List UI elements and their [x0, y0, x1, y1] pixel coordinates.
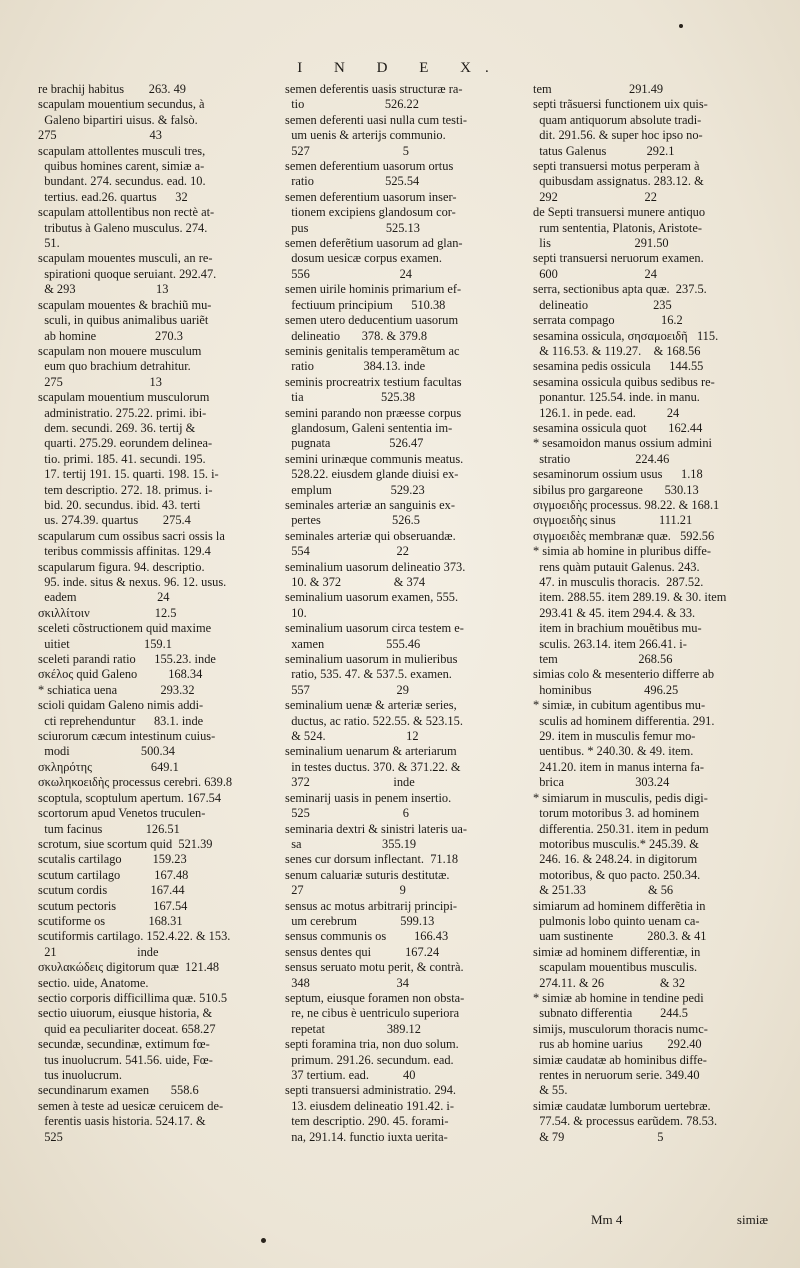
index-entry-line: sceleti cõstructionem quid maxime: [38, 621, 212, 636]
index-entry-line: sibilus pro gargareone 530.13: [533, 482, 699, 497]
index-entry-line: quid ea peculiariter doceat. 658.27: [38, 1021, 216, 1036]
index-entry-line: scutum cartilago 167.48: [38, 867, 189, 882]
index-entry-line: 241.20. item in manus interna fa-: [533, 759, 705, 774]
index-column-2: [285, 82, 517, 1145]
index-entry-line: sensus dentes qui 167.24: [285, 944, 440, 959]
index-entry-line: scutiforme os 168.31: [38, 913, 183, 928]
index-entry-line: eadem 24: [38, 590, 170, 605]
index-entry-line: tus inuolucrum.: [38, 1068, 122, 1082]
index-entry-line: seminales arteriæ qui obseruandæ.: [285, 528, 456, 543]
index-entry-line: seminis genitalis temperamẽtum ac: [285, 343, 460, 358]
index-entry-line: tem descriptio. 290. 45. forami-: [285, 1114, 449, 1129]
index-entry-line: sectio corporis difficillima quæ. 510.5: [38, 990, 228, 1005]
index-entry-line: scoptula, scoptulum apertum. 167.54: [38, 790, 222, 805]
index-entry-line: bid. 20. secundus. ibid. 43. terti: [38, 497, 201, 512]
index-entry-line: sculi, in quibus animalibus uariẽt: [38, 313, 209, 328]
page-header: I N D E X.: [297, 60, 503, 76]
index-entry-line: semen deferentium uasorum ortus: [285, 159, 454, 174]
index-entry-line: seminalium uasorum circa testem e-: [285, 621, 464, 636]
index-entry-line: lis 291.50: [533, 236, 669, 251]
index-entry-line: pulmonis lobo quinto uenam ca-: [533, 913, 700, 928]
index-entry-line: hominibus 496.25: [533, 682, 679, 697]
index-entry-line: um cerebrum 599.13: [285, 913, 435, 928]
index-entry-line: 275 13: [38, 374, 162, 389]
index-entry-line: septi transuersi neruorum examen.: [533, 251, 704, 266]
index-entry-line: quam antiquorum absolute tradi-: [533, 112, 702, 127]
index-entry-line: quibus homines carent, simiæ a-: [38, 159, 205, 174]
index-entry-line: subnato differentia 244.5: [533, 1006, 688, 1021]
index-entry-line: motoribus, & quo pacto. 250.34.: [533, 867, 701, 882]
index-entry-line: dit. 291.56. & super hoc ipso no-: [533, 128, 703, 143]
index-entry-line: bundant. 274. secundus. ead. 10.: [38, 174, 206, 189]
index-entry-line: 527 5: [285, 143, 409, 158]
index-entry-line: 525: [38, 1129, 63, 1144]
index-entry-line: 274.11. & 26 & 32: [533, 975, 686, 990]
index-entry-line: scapulam mouentes & brachiũ mu-: [38, 297, 212, 312]
index-entry-line: serrata compago 16.2: [533, 313, 683, 328]
index-entry-line: tio 526.22: [285, 97, 419, 112]
index-entry-line: seminalium uenarum & arteriarum: [285, 744, 457, 759]
index-entry-line: scapulam attollentibus non rectè at-: [38, 205, 215, 220]
index-entry-line: repetat 389.12: [285, 1021, 421, 1036]
index-entry-line: scutum cordis 167.44: [38, 883, 185, 898]
index-entry-line: simijs, musculorum thoracis numc-: [533, 1021, 708, 1036]
index-entry-line: re, ne cibus è uentriculo superiora: [285, 1006, 460, 1021]
index-entry-line: tum facinus 126.51: [38, 821, 180, 836]
index-entry-line: seminales arteriæ an sanguinis ex-: [285, 497, 455, 512]
index-entry-line: semini urinæque communis meatus.: [285, 451, 464, 466]
index-entry-line: uam sustinente 280.3. & 41: [533, 929, 707, 944]
index-entry-line: 37 tertium. ead. 40: [285, 1068, 416, 1082]
index-entry-line: sa 355.19: [285, 836, 417, 851]
index-entry-line: scapularum cum ossibus sacri ossis la: [38, 528, 225, 543]
index-entry-line: scapulam non mouere musculum: [38, 343, 202, 358]
index-entry-line: 557 29: [285, 682, 409, 697]
index-entry-line: eum quo brachium detrahitur.: [38, 359, 191, 374]
index-entry-line: 126.1. in pede. ead. 24: [533, 405, 680, 420]
index-entry-line: σκληρότης 649.1: [38, 759, 179, 774]
index-entry-line: brica 303.24: [533, 775, 670, 790]
index-entry-line: rentes in neruorum serie. 349.40: [533, 1068, 700, 1082]
index-entry-line: dosum uesicæ corpus examen.: [285, 251, 442, 266]
index-entry-line: 21 inde: [38, 944, 159, 959]
index-entry-line: de Septi transuersi munere antiquo: [533, 205, 706, 220]
index-entry-line: secundæ, secundinæ, extimum fœ-: [38, 1037, 210, 1052]
index-entry-line: item. 288.55. item 289.19. & 30. item: [533, 590, 727, 605]
index-entry-line: σιγμοειδὲς membranæ quæ. 592.56: [533, 528, 715, 543]
index-entry-line: 13. eiusdem delineatio 191.42. i-: [285, 1098, 454, 1113]
index-entry-line: sesaminorum ossium usus 1.18: [533, 467, 703, 482]
index-entry-line: delineatio 378. & 379.8: [285, 328, 428, 343]
catchword: simiæ: [736, 1212, 768, 1227]
index-entry-line: σιγμοειδὴς sinus 111.21: [533, 513, 693, 528]
index-entry-line: serra, sectionibus apta quæ. 237.5.: [533, 282, 707, 297]
ink-dot: [261, 1238, 266, 1243]
index-entry-line: in testes ductus. 370. & 371.22. &: [285, 759, 461, 774]
index-entry-line: simiæ caudatæ ab hominibus diffe-: [533, 1052, 707, 1067]
index-entry-line: dem. secundi. 269. 36. tertij &: [38, 420, 196, 435]
index-entry-line: ratio, 535. 47. & 537.5. examen.: [285, 667, 452, 682]
index-entry-line: rus ab homine uarius 292.40: [533, 1037, 702, 1052]
index-entry-line: seminaria dextri & sinistri lateris ua-: [285, 821, 468, 836]
index-entry-line: ab homine 270.3: [38, 328, 183, 343]
index-entry-line: semini parando non præesse corpus: [285, 405, 462, 420]
index-entry-line: semen deferentis uasis structuræ ra-: [285, 82, 463, 96]
index-entry-line: 10.: [285, 605, 307, 620]
index-entry-line: rens quàm putauit Galenus. 243.: [533, 559, 700, 574]
index-entry-line: 348 34: [285, 975, 409, 990]
index-entry-line: 293.41 & 45. item 294.4. & 33.: [533, 605, 696, 620]
index-entry-line: 29. item in musculis femur mo-: [533, 729, 696, 744]
index-entry-line: spirationi quoque seruiant. 292.47.: [38, 266, 217, 281]
index-entry-line: ferentis uasis historia. 524.17. &: [38, 1114, 206, 1129]
index-entry-line: scioli quidam Galeno nimis addi-: [38, 698, 204, 713]
index-entry-line: & 251.33 & 56: [533, 883, 674, 898]
index-entry-line: semen deferenti uasi nulla cum testi-: [285, 112, 468, 127]
index-entry-line: sculis. 263.14. item 266.41. i-: [533, 636, 687, 651]
index-entry-line: & 116.53. & 119.27. & 168.56: [533, 343, 701, 358]
index-entry-line: * simiæ, in cubitum agentibus mu-: [533, 698, 706, 713]
index-entry-line: fectiuum principium 510.38: [285, 297, 446, 312]
index-entry-line: seminalium uenæ & arteriæ series,: [285, 698, 457, 713]
index-column-1: [38, 82, 270, 1145]
index-entry-line: seminarij uasis in penem insertio.: [285, 790, 452, 805]
index-entry-line: 27 9: [285, 883, 406, 898]
index-entry-line: seminis procreatrix testium facultas: [285, 374, 462, 389]
index-entry-line: quarti. 275.29. eorundem delinea-: [38, 436, 213, 451]
index-entry-line: teribus commissis affinitas. 129.4: [38, 544, 211, 559]
index-entry-line: 10. & 372 & 374: [285, 575, 426, 589]
index-entry-line: * simiarum in musculis, pedis digi-: [533, 790, 708, 805]
index-entry-line: scutalis cartilago 159.23: [38, 852, 187, 867]
index-entry-line: semen uirile hominis primarium ef-: [285, 282, 462, 297]
index-entry-line: pertes 526.5: [285, 513, 420, 528]
index-column-3: [533, 82, 765, 1145]
index-entry-line: 95. inde. situs & nexus. 96. 12. usus.: [38, 575, 227, 589]
index-entry-line: 372 inde: [285, 775, 415, 790]
index-entry-line: σκυλακώδεις digitorum quæ 121.48: [38, 960, 220, 975]
index-entry-line: senes cur dorsum inflectant. 71.18: [285, 852, 459, 867]
index-entry-line: 51.: [38, 236, 60, 251]
index-entry-line: ratio 384.13. inde: [285, 359, 426, 374]
index-entry-line: scapulam mouentes musculi, an re-: [38, 251, 213, 266]
index-entry-line: 525 6: [285, 806, 409, 821]
index-entry-line: σιγμοειδὴς processus. 98.22. & 168.1: [533, 497, 720, 512]
index-entry-line: item in brachium mouẽtibus mu-: [533, 621, 702, 636]
index-entry-line: 77.54. & processus earũdem. 78.53.: [533, 1114, 718, 1129]
index-entry-line: delineatio 235: [533, 297, 672, 312]
index-entry-line: 292 22: [533, 189, 657, 204]
index-entry-line: motoribus musculis.* 245.39. &: [533, 836, 699, 851]
index-entry-line: sectio uiuorum, eiusque historia, &: [38, 1006, 213, 1021]
index-entry-line: 528.22. eiusdem glande diuisi ex-: [285, 467, 459, 482]
index-entry-line: & 79 5: [533, 1129, 664, 1144]
index-entry-line: simiarum ad hominem differẽtia in: [533, 898, 706, 913]
index-entry-line: 246. 16. & 248.24. in digitorum: [533, 852, 698, 867]
index-entry-line: 17. tertij 191. 15. quarti. 198. 15. i-: [38, 467, 219, 482]
index-entry-line: ponantur. 125.54. inde. in manu.: [533, 390, 700, 405]
index-entry-line: semen à teste ad uesicæ ceruicem de-: [38, 1098, 224, 1113]
index-entry-line: rum sententia, Platonis, Aristote-: [533, 220, 702, 235]
index-entry-line: tem 291.49: [533, 82, 664, 96]
index-entry-line: stratio 224.46: [533, 451, 670, 466]
index-entry-line: σκωληκοειδὴς processus cerebri. 639.8: [38, 775, 233, 790]
index-entry-line: * schiatica uena 293.32: [38, 682, 195, 697]
index-entry-line: uitiet 159.1: [38, 636, 172, 651]
index-entry-line: tus inuolucrum. 541.56. uide, Fœ-: [38, 1052, 213, 1067]
index-entry-line: * sesamoidon manus ossium admini: [533, 436, 712, 451]
index-entry-line: scapulam mouentium musculorum: [38, 390, 210, 405]
index-entry-line: sesamina ossicula quot 162.44: [533, 420, 703, 435]
index-entry-line: simiæ ad hominem differentiæ, in: [533, 944, 701, 959]
index-entry-line: pugnata 526.47: [285, 436, 424, 451]
index-entry-line: ratio 525.54: [285, 174, 420, 189]
index-entry-line: scutum pectoris 167.54: [38, 898, 188, 913]
index-entry-line: quibusdam assignatus. 283.12. &: [533, 174, 704, 189]
index-entry-line: scapulam mouentibus musculis.: [533, 960, 698, 975]
index-entry-line: scapularum figura. 94. descriptio.: [38, 559, 205, 574]
index-entry-line: re brachij habitus 263. 49: [38, 82, 186, 96]
index-entry-line: semen deferẽtium uasorum ad glan-: [285, 236, 463, 251]
index-entry-line: xamen 555.46: [285, 636, 421, 651]
index-entry-line: seminalium uasorum in mulieribus: [285, 652, 458, 667]
index-entry-line: * simia ab homine in pluribus diffe-: [533, 544, 712, 559]
index-entry-line: septi transuersi motus perperam à: [533, 159, 700, 174]
index-entry-line: septum, eiusque foramen non obsta-: [285, 990, 465, 1005]
index-entry-line: differentia. 250.31. item in pedum: [533, 821, 709, 836]
index-entry-line: simiæ caudatæ lumborum uertebræ.: [533, 1098, 711, 1113]
index-entry-line: scutiformis cartilago. 152.4.22. & 153.: [38, 929, 231, 944]
signature-mark: Mm 4: [591, 1212, 623, 1227]
index-entry-line: * simiæ ab homine in tendine pedi: [533, 990, 704, 1005]
index-entry-line: pus 525.13: [285, 220, 420, 235]
index-entry-line: semen deferentium uasorum inser-: [285, 189, 457, 204]
index-entry-line: primum. 291.26. secundum. ead.: [285, 1052, 454, 1067]
index-entry-line: tia 525.38: [285, 390, 416, 405]
index-entry-line: tributus à Galeno musculus. 274.: [38, 220, 208, 235]
index-entry-line: sesamina pedis ossicula 144.55: [533, 359, 704, 374]
index-entry-line: scrotum, siue scortum quid 521.39: [38, 836, 213, 851]
index-entry-line: septi foramina tria, non duo solum.: [285, 1037, 459, 1052]
index-entry-line: senum caluariæ suturis destitutæ.: [285, 867, 450, 882]
index-entry-line: scortorum apud Venetos truculen-: [38, 806, 206, 821]
index-entry-line: sesamina ossicula quibus sedibus re-: [533, 374, 715, 389]
index-entry-line: scapulam attollentes musculi tres,: [38, 143, 206, 158]
index-entry-line: secundinarum examen 558.6: [38, 1083, 199, 1098]
index-entry-line: seminalium uasorum delineatio 373.: [285, 559, 466, 574]
index-entry-line: tem descriptio. 272. 18. primus. i-: [38, 482, 213, 497]
index-entry-line: sceleti parandi ratio 155.23. inde: [38, 652, 216, 667]
index-entry-line: um uenis & arterijs communio.: [285, 128, 446, 143]
index-entry-line: sciurorum cæcum intestinum cuius-: [38, 729, 216, 744]
index-entry-line: tio. primi. 185. 41. secundi. 195.: [38, 451, 206, 466]
index-entry-line: σκέλος quid Galeno 168.34: [38, 667, 203, 682]
index-entry-line: tatus Galenus 292.1: [533, 143, 675, 158]
index-entry-line: administratio. 275.22. primi. ibi-: [38, 405, 207, 420]
index-entry-line: scapulam mouentium secundus, à: [38, 97, 205, 112]
index-entry-line: simias colo & mesenterio differre ab: [533, 667, 715, 682]
index-entry-line: 275 43: [38, 128, 162, 143]
index-entry-line: Galeno bipartiri uisus. & falsò.: [38, 112, 198, 127]
index-entry-line: uentibus. * 240.30. & 49. item.: [533, 744, 694, 759]
index-entry-line: emplum 529.23: [285, 482, 425, 497]
index-entry-line: us. 274.39. quartus 275.4: [38, 513, 191, 528]
index-entry-line: sensus communis os 166.43: [285, 929, 449, 944]
index-entry-line: tem 268.56: [533, 652, 673, 667]
index-entry-line: 600 24: [533, 266, 657, 281]
index-entry-line: ductus, ac ratio. 522.55. & 523.15.: [285, 713, 463, 728]
index-entry-line: septi transuersi administratio. 294.: [285, 1083, 457, 1098]
index-entry-line: torum motoribus 3. ad hominem: [533, 806, 700, 821]
index-entry-line: sectio. uide, Anatome.: [38, 975, 149, 990]
index-entry-line: 556 24: [285, 266, 413, 281]
index-entry-line: sculis ad hominem differentia. 291.: [533, 713, 715, 728]
ink-dot: [679, 24, 683, 28]
index-entry-line: seminalium uasorum examen, 555.: [285, 590, 459, 605]
index-entry-line: sensus ac motus arbitrarij principi-: [285, 898, 458, 913]
index-entry-line: semen utero deducentium uasorum: [285, 313, 459, 328]
index-entry-line: & 293 13: [38, 282, 169, 297]
index-entry-line: tionem excipiens glandosum cor-: [285, 205, 456, 220]
index-entry-line: 554 22: [285, 544, 409, 559]
index-entry-line: glandosum, Galeni sententia im-: [285, 420, 453, 435]
index-entry-line: sesamina ossicula, σησαμοειδῆ 115.: [533, 328, 719, 343]
index-entry-line: modi 500.34: [38, 744, 175, 759]
index-entry-line: & 55.: [533, 1083, 568, 1098]
index-entry-line: 47. in musculis thoracis. 287.52.: [533, 575, 704, 589]
index-entry-line: cti reprehenduntur 83.1. inde: [38, 713, 204, 728]
index-entry-line: tertius. ead.26. quartus 32: [38, 189, 188, 204]
index-entry-line: septi trãsuersi functionem uix quis-: [533, 97, 708, 112]
index-entry-line: & 524. 12: [285, 729, 419, 744]
index-entry-line: σκιλλίτοιν 12.5: [38, 605, 177, 620]
index-entry-line: na, 291.14. functio iuxta uerita-: [285, 1129, 448, 1144]
index-entry-line: sensus seruato motu perit, & contrà.: [285, 960, 464, 975]
